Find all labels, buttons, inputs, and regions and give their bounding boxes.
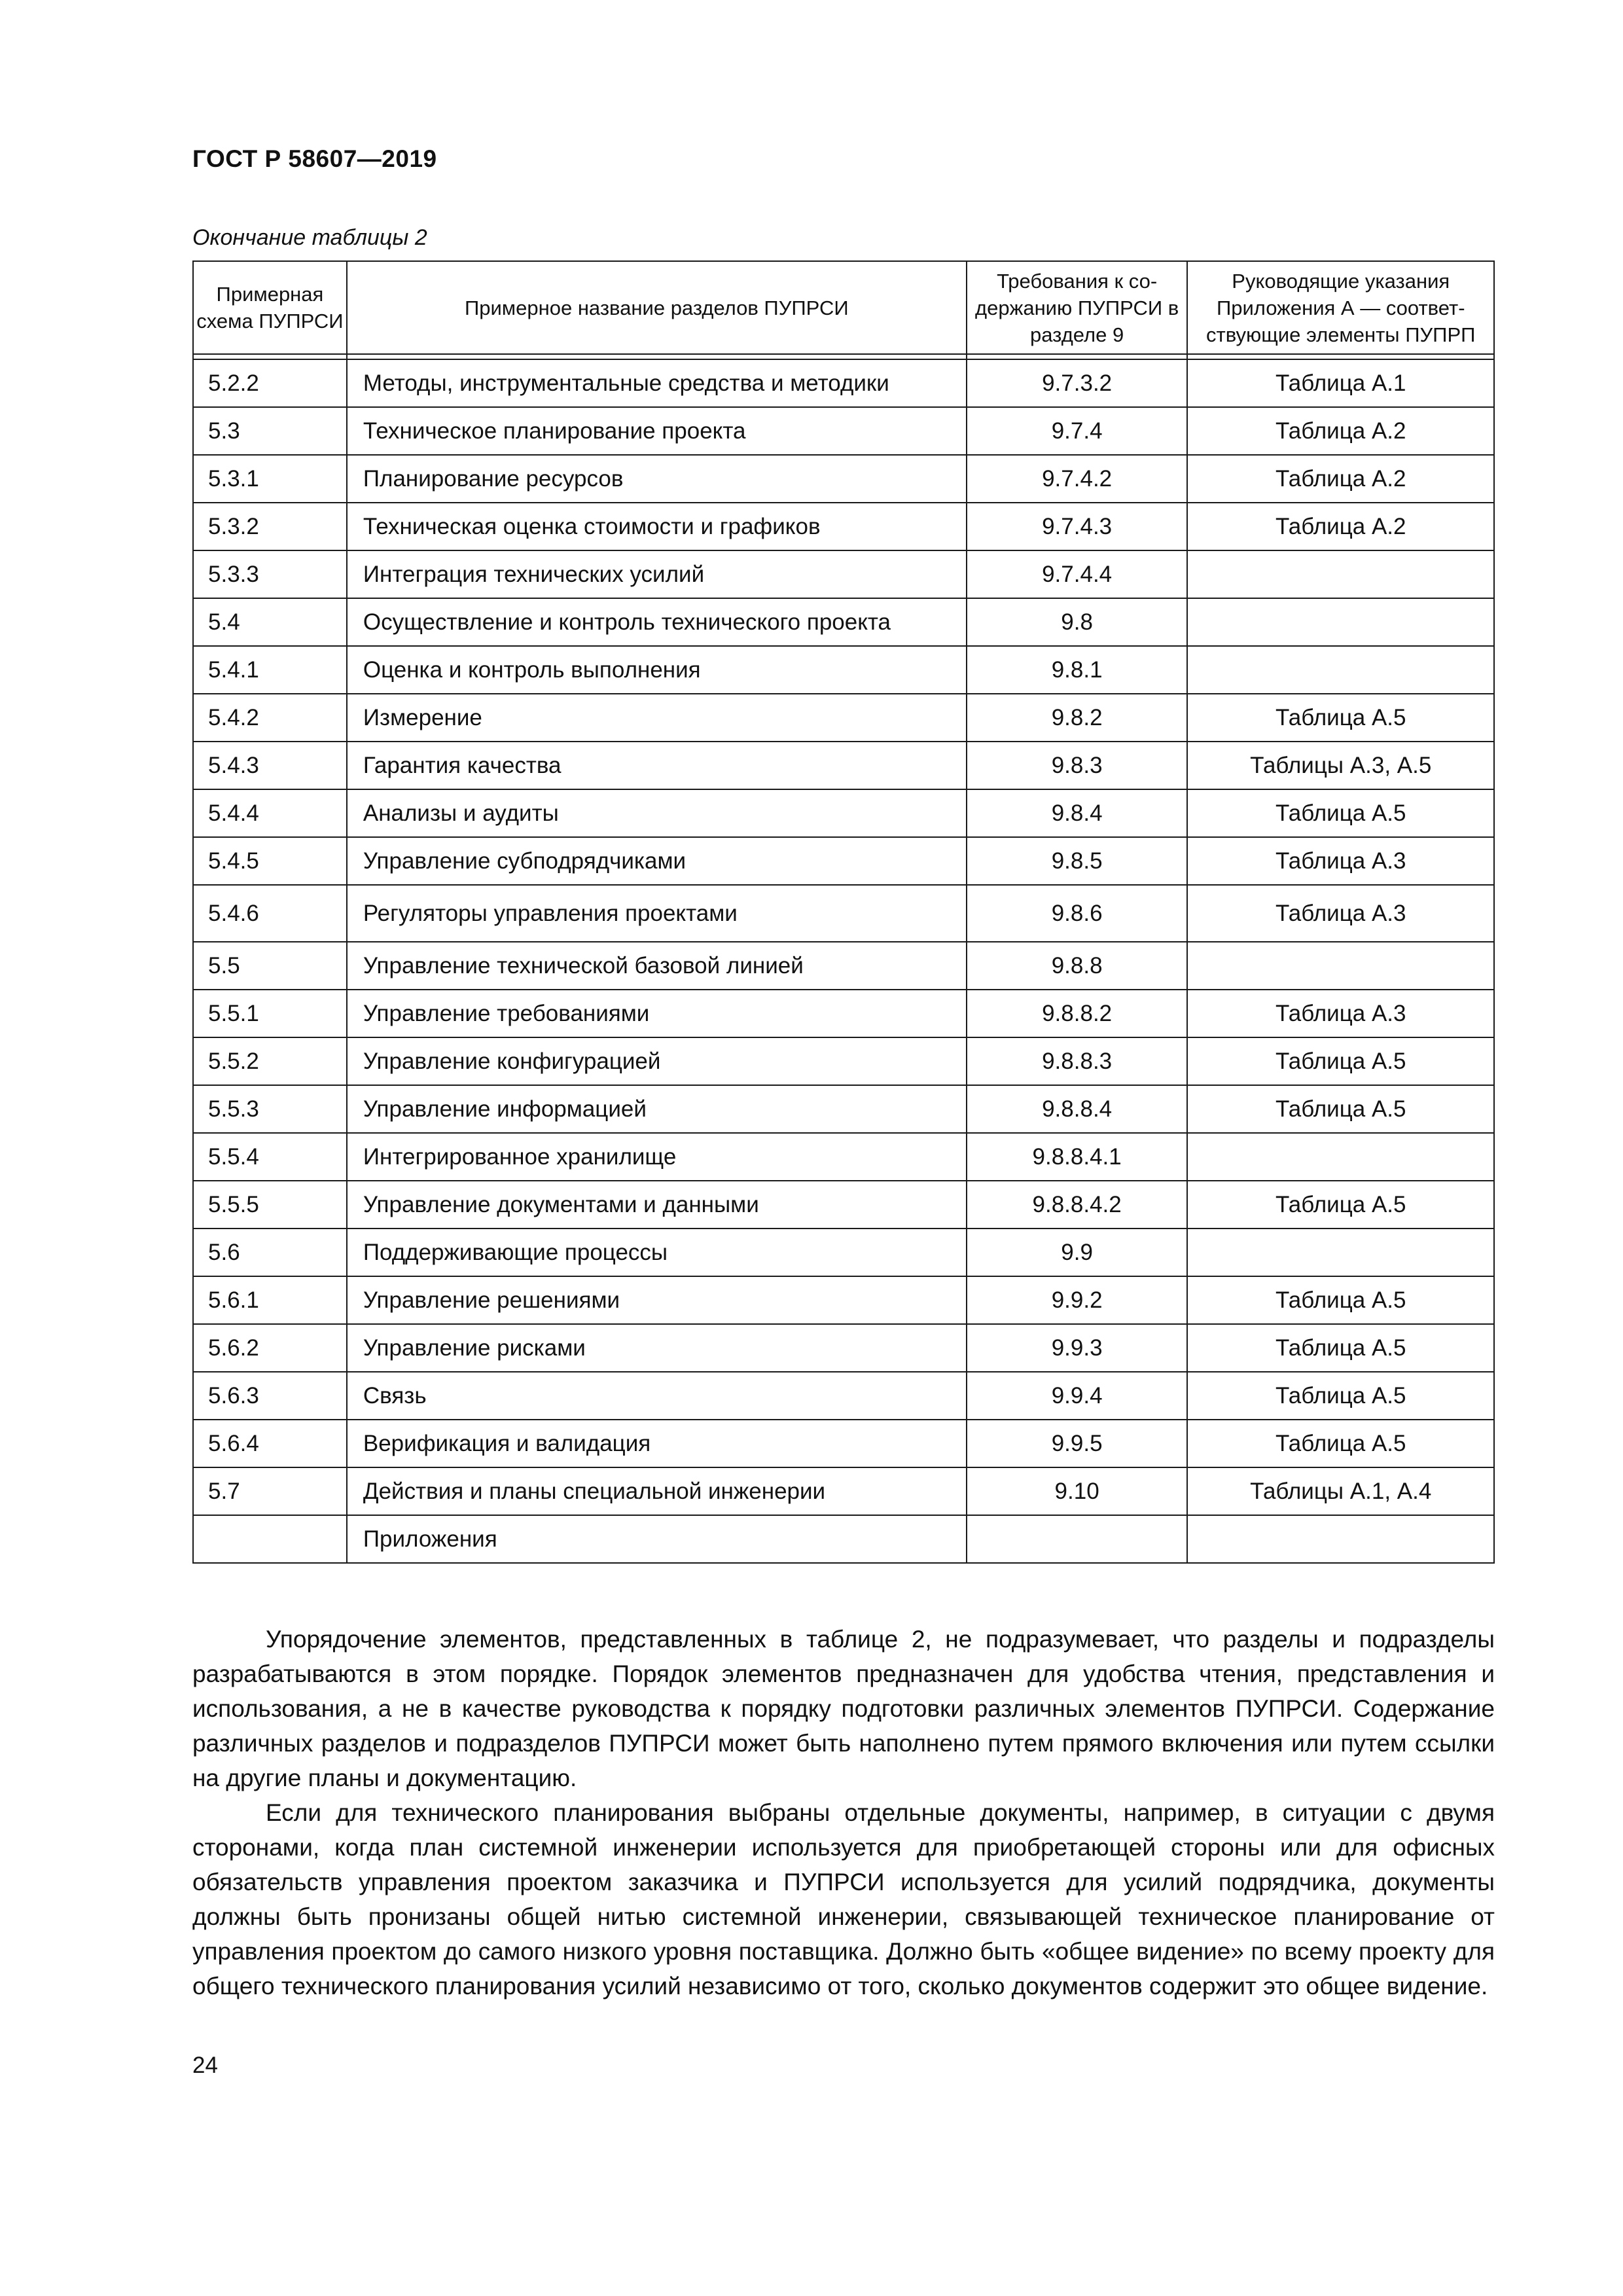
table-header-row (193, 261, 1494, 354)
table-caption: Окончание таблицы 2 (192, 225, 427, 250)
table-row (193, 598, 1494, 646)
cell-guidance: Таблица А.2 (1187, 407, 1494, 455)
cell-section-name: Управление технической базовой линией (347, 942, 967, 990)
cell-schema: 5.5.5 (193, 1181, 347, 1229)
table-row (193, 407, 1494, 455)
cell-schema: 5.3.3 (193, 550, 347, 598)
cell-section-name: Техническое планирование проекта (347, 407, 967, 455)
cell-section-name: Регуляторы управления проектами (347, 885, 967, 942)
cell-guidance: Таблица А.3 (1187, 885, 1494, 942)
cell-section-name: Планирование ресурсов (347, 455, 967, 503)
requirements-table (192, 260, 1495, 1564)
cell-requirements: 9.8.8.4 (967, 1085, 1188, 1133)
cell-schema: 5.2.2 (193, 359, 347, 407)
cell-requirements: 9.10 (967, 1467, 1188, 1515)
cell-guidance (1187, 646, 1494, 694)
cell-schema: 5.4.1 (193, 646, 347, 694)
cell-section-name: Управление информацией (347, 1085, 967, 1133)
cell-guidance: Таблицы А.3, А.5 (1187, 742, 1494, 789)
document-header: ГОСТ Р 58607—2019 (192, 145, 437, 172)
cell-guidance (1187, 1133, 1494, 1181)
cell-guidance: Таблица А.5 (1187, 789, 1494, 837)
table-row (193, 885, 1494, 942)
table-row (193, 1420, 1494, 1467)
cell-schema: 5.5.4 (193, 1133, 347, 1181)
cell-requirements: 9.8.6 (967, 885, 1188, 942)
cell-requirements: 9.8.4 (967, 789, 1188, 837)
cell-guidance (1187, 1229, 1494, 1276)
table-row (193, 1324, 1494, 1372)
cell-requirements: 9.9 (967, 1229, 1188, 1276)
cell-schema: 5.5.3 (193, 1085, 347, 1133)
cell-guidance (1187, 942, 1494, 990)
table-row (193, 1085, 1494, 1133)
cell-requirements: 9.8 (967, 598, 1188, 646)
cell-requirements: 9.9.4 (967, 1372, 1188, 1420)
table-row (193, 503, 1494, 550)
cell-section-name: Методы, инструментальные средства и методики (347, 359, 967, 407)
cell-schema: 5.6.4 (193, 1420, 347, 1467)
table-row (193, 646, 1494, 694)
header-schema: Примерная схема ПУПРСИ (193, 261, 347, 354)
table-row (193, 1276, 1494, 1324)
cell-schema: 5.6 (193, 1229, 347, 1276)
cell-guidance: Таблица А.5 (1187, 1372, 1494, 1420)
cell-requirements: 9.8.2 (967, 694, 1188, 742)
cell-section-name: Действия и планы специальной инженерии (347, 1467, 967, 1515)
table-row (193, 942, 1494, 990)
cell-schema: 5.6.3 (193, 1372, 347, 1420)
cell-schema: 5.5.1 (193, 990, 347, 1037)
cell-section-name: Управление рисками (347, 1324, 967, 1372)
cell-section-name: Управление документами и данными (347, 1181, 967, 1229)
table-row (193, 1467, 1494, 1515)
cell-section-name: Техническая оценка стоимости и графиков (347, 503, 967, 550)
cell-schema: 5.6.1 (193, 1276, 347, 1324)
cell-schema: 5.4.2 (193, 694, 347, 742)
cell-requirements: 9.9.2 (967, 1276, 1188, 1324)
cell-schema: 5.4.6 (193, 885, 347, 942)
cell-schema: 5.3.1 (193, 455, 347, 503)
cell-guidance: Таблица А.5 (1187, 694, 1494, 742)
cell-requirements (967, 1515, 1188, 1563)
cell-guidance: Таблица А.5 (1187, 1276, 1494, 1324)
table-row (193, 550, 1494, 598)
table-row (193, 789, 1494, 837)
cell-schema: 5.4.5 (193, 837, 347, 885)
cell-guidance: Таблица А.5 (1187, 1085, 1494, 1133)
cell-requirements: 9.9.3 (967, 1324, 1188, 1372)
cell-guidance: Таблицы А.1, А.4 (1187, 1467, 1494, 1515)
body-text (192, 1622, 1495, 2003)
cell-requirements: 9.7.4.2 (967, 455, 1188, 503)
cell-guidance: Таблица А.5 (1187, 1037, 1494, 1085)
cell-section-name: Интегрированное хранилище (347, 1133, 967, 1181)
cell-schema: 5.4.3 (193, 742, 347, 789)
table-body (193, 359, 1494, 1563)
cell-guidance (1187, 550, 1494, 598)
header-section-name: Примерное название разделов ПУПРСИ (347, 261, 967, 354)
cell-requirements: 9.7.3.2 (967, 359, 1188, 407)
cell-requirements: 9.7.4.3 (967, 503, 1188, 550)
table-row (193, 1181, 1494, 1229)
cell-guidance (1187, 598, 1494, 646)
cell-guidance: Таблица А.3 (1187, 837, 1494, 885)
table-row (193, 359, 1494, 407)
cell-requirements: 9.8.5 (967, 837, 1188, 885)
cell-section-name: Гарантия качества (347, 742, 967, 789)
cell-requirements: 9.8.8.3 (967, 1037, 1188, 1085)
table-row (193, 694, 1494, 742)
cell-guidance (1187, 1515, 1494, 1563)
table-row (193, 1037, 1494, 1085)
header-guidance: Руководящие указания Приложения А — соответ-ствующие элементы ПУПРП (1187, 261, 1494, 354)
cell-schema: 5.3 (193, 407, 347, 455)
cell-guidance: Таблица А.1 (1187, 359, 1494, 407)
table-row (193, 1515, 1494, 1563)
cell-section-name: Осуществление и контроль технического проекта (347, 598, 967, 646)
table-row (193, 1372, 1494, 1420)
cell-section-name: Приложения (347, 1515, 967, 1563)
cell-section-name: Оценка и контроль выполнения (347, 646, 967, 694)
table-row (193, 742, 1494, 789)
cell-section-name: Верификация и валидация (347, 1420, 967, 1467)
cell-requirements: 9.8.8.2 (967, 990, 1188, 1037)
cell-schema: 5.7 (193, 1467, 347, 1515)
cell-schema (193, 1515, 347, 1563)
table-row (193, 990, 1494, 1037)
cell-requirements: 9.9.5 (967, 1420, 1188, 1467)
cell-section-name: Управление конфигурацией (347, 1037, 967, 1085)
cell-requirements: 9.7.4 (967, 407, 1188, 455)
cell-requirements: 9.8.8.4.1 (967, 1133, 1188, 1181)
table-row (193, 1133, 1494, 1181)
cell-section-name: Поддерживающие процессы (347, 1229, 967, 1276)
table-row (193, 1229, 1494, 1276)
cell-section-name: Интеграция технических усилий (347, 550, 967, 598)
paragraph: Если для технического планирования выбраны отдельные документы, например, в ситуации с двумя сторонами, когда план системной инженерии используется для приобретающей стороны или для офисных обязательств управления проектом заказчика и ПУПРСИ используется для усилий подрядчика, документы должны быть пронизаны общей нитью системной инженерии, связывающей техническое планирование от управления проектом до самого низкого уровня поставщика. Должно быть «общее видение» по всему проекту для общего технического планирования усилий независимо от того, сколько документов содержит это общее видение. (192, 1799, 1495, 2000)
cell-section-name: Управление решениями (347, 1276, 967, 1324)
cell-requirements: 9.8.8.4.2 (967, 1181, 1188, 1229)
cell-section-name: Анализы и аудиты (347, 789, 967, 837)
cell-guidance: Таблица А.2 (1187, 455, 1494, 503)
cell-schema: 5.5.2 (193, 1037, 347, 1085)
header-requirements: Требования к со-держанию ПУПРСИ в разделе 9 (967, 261, 1188, 354)
header-double-rule (193, 354, 1494, 359)
cell-section-name: Измерение (347, 694, 967, 742)
cell-schema: 5.3.2 (193, 503, 347, 550)
cell-schema: 5.6.2 (193, 1324, 347, 1372)
cell-guidance: Таблица А.5 (1187, 1324, 1494, 1372)
page-number: 24 (192, 2053, 218, 2078)
table-row (193, 837, 1494, 885)
cell-requirements: 9.8.8 (967, 942, 1188, 990)
cell-guidance: Таблица А.5 (1187, 1420, 1494, 1467)
cell-guidance: Таблица А.2 (1187, 503, 1494, 550)
cell-requirements: 9.7.4.4 (967, 550, 1188, 598)
cell-section-name: Управление субподрядчиками (347, 837, 967, 885)
cell-requirements: 9.8.1 (967, 646, 1188, 694)
cell-guidance: Таблица А.3 (1187, 990, 1494, 1037)
cell-section-name: Связь (347, 1372, 967, 1420)
cell-guidance: Таблица А.5 (1187, 1181, 1494, 1229)
cell-schema: 5.4 (193, 598, 347, 646)
cell-section-name: Управление требованиями (347, 990, 967, 1037)
cell-schema: 5.4.4 (193, 789, 347, 837)
table-row (193, 455, 1494, 503)
cell-schema: 5.5 (193, 942, 347, 990)
cell-requirements: 9.8.3 (967, 742, 1188, 789)
paragraph: Упорядочение элементов, представленных в таблице 2, не подразумевает, что разделы и подразделы разрабатываются в этом порядке. Порядок элементов предназначен для удобства чтения, представления и использования, а не в качестве руководства к порядку подготовки различных элементов ПУПРСИ. Содержание различных разделов и подразделов ПУПРСИ может быть наполнено путем прямого включения или путем ссылки на другие планы и документацию. (192, 1626, 1495, 1791)
